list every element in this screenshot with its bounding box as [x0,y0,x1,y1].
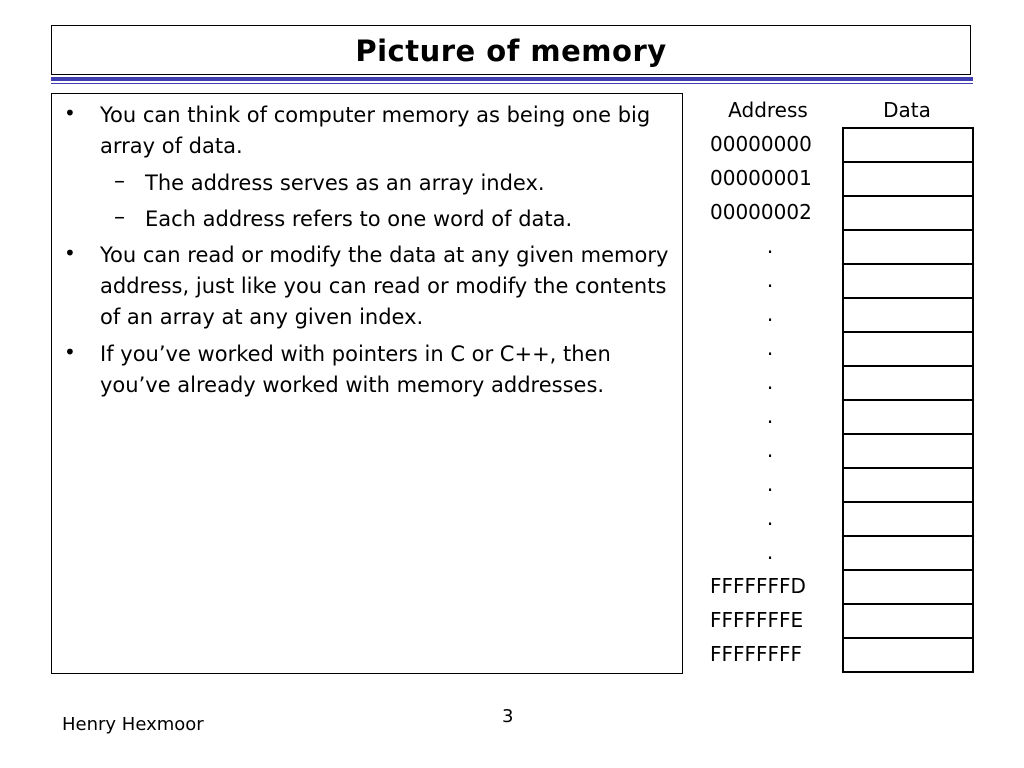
memory-address: 00000001 [710,166,812,190]
title-underline-thick [51,77,973,81]
sub-bullet-item [52,168,672,199]
address-column [700,127,840,671]
data-column [842,127,974,673]
slide-title: Picture of memory [355,34,667,68]
title-underline-thin [51,83,973,84]
memory-address: 00000000 [710,132,812,156]
sub-bullet-text: Each address refers to one word of data. [145,207,573,231]
memory-data-cell [844,435,972,469]
memory-data-cell [844,163,972,197]
memory-data-cell [844,299,972,333]
memory-address: . [766,438,774,462]
memory-data-cell [844,469,972,503]
bullet-text: You can read or modify the data at any given memory address, just like you can read or modify the contents of an array at any given index. [100,243,669,329]
title-box [51,25,971,75]
sub-bullet-text: The address serves as an array index. [145,171,545,195]
bullet-text: You can think of computer memory as being one big array of data. [100,103,651,158]
memory-address: . [766,234,774,258]
sub-bullet-item [52,204,672,235]
memory-data-cell [844,129,972,163]
memory-data-cell [844,401,972,435]
memory-data-cell [844,537,972,571]
memory-data-cell [844,571,972,605]
memory-address: FFFFFFFD [710,574,806,598]
memory-data-cell [844,605,972,639]
bullet-mark: • [64,340,76,364]
memory-address: . [766,540,774,564]
memory-address: . [766,472,774,496]
memory-address: FFFFFFFF [710,642,803,666]
memory-data-cell [844,639,972,673]
memory-address: 00000002 [710,200,812,224]
sub-bullet-mark: – [114,205,125,230]
memory-data-cell [844,231,972,265]
memory-address: . [766,336,774,360]
memory-address: . [766,404,774,428]
memory-data-cell [844,333,972,367]
memory-data-cell [844,265,972,299]
data-header: Data [883,98,931,122]
bullet-text: If you’ve worked with pointers in C or C++, then you’ve already worked with memory addresses. [100,342,611,397]
memory-address: . [766,268,774,292]
address-header: Address [728,98,808,122]
bullet-item [52,240,672,333]
content-box [51,93,683,674]
bullet-item [52,100,672,162]
footer-author: Henry Hexmoor [62,714,204,735]
sub-bullet-mark: – [114,169,125,194]
bullet-list [52,100,672,407]
memory-data-cell [844,197,972,231]
bullet-mark: • [64,101,76,125]
memory-address: FFFFFFFE [710,608,804,632]
memory-data-cell [844,503,972,537]
memory-data-cell [844,367,972,401]
page-number: 3 [502,706,514,727]
memory-address: . [766,302,774,326]
bullet-item [52,339,672,401]
memory-address: . [766,370,774,394]
memory-diagram [700,96,975,676]
bullet-mark: • [64,241,76,265]
memory-address: . [766,506,774,530]
